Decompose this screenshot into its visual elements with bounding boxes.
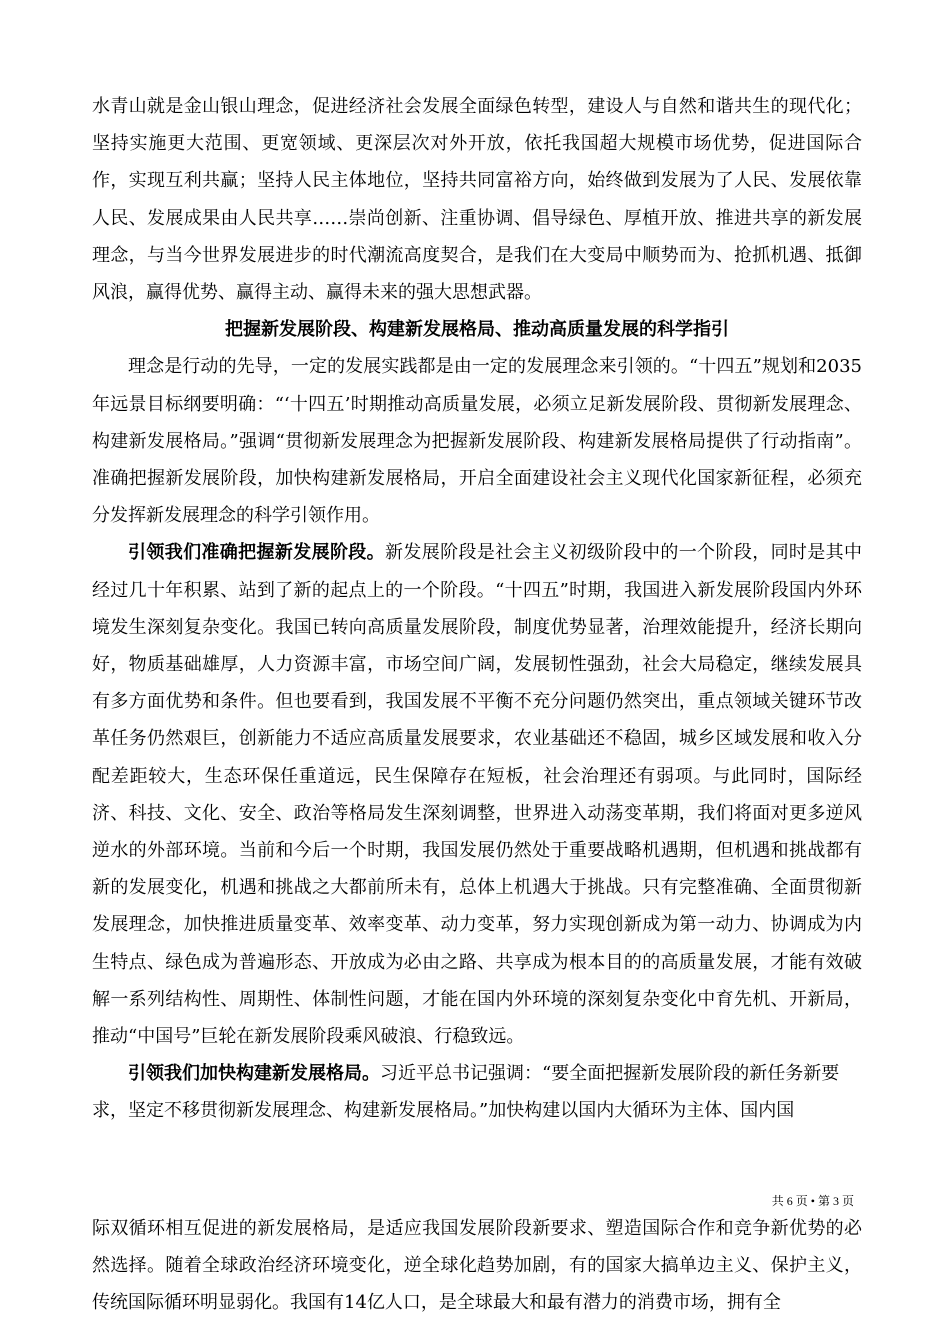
paragraph-concept-guidance: [92, 348, 862, 534]
paragraph-lead: 引领我们准确把握新发展阶段。: [128, 542, 386, 564]
paragraph-text: 理念是行动的先导，一定的发展实践都是由一定的发展理念来引领的。“十四五”规划和2035年远景目标纲要明确：“‘十四五’时期推动高质量发展，必须立足新发展阶段、贯彻新发展理念、构建新发展格局。”强调“贯彻新发展理念为把握新发展阶段、构建新发展格局提供了行动指南”。准确把握新发展阶段，加快构建新发展格局，开启全面建设社会主义现代化国家新征程，必须充分发挥新发展理念的科学引领作用。: [92, 356, 862, 527]
paragraph-dual-circulation: [92, 1210, 862, 1322]
paragraph-text: 习近平总书记强调：“要全面把握新发展阶段的新任务新要求，坚定不移贯彻新发展理念、构建新发展格局。”加快构建以国内大循环为主体、国内国: [92, 1063, 840, 1122]
page-4-body: [92, 1210, 862, 1322]
paragraph-green-development: [92, 88, 862, 311]
paragraph-text: 水青山就是金山银山理念，促进经济社会发展全面绿色转型，建设人与自然和谐共生的现代化；坚持实施更大范围、更宽领域、更深层次对外开放，依托我国超大规模市场优势，促进国际合作，实现互利共赢；坚持人民主体地位，坚持共同富裕方向，始终做到发展为了人民、发展依靠人民、发展成果由人民共享……崇尚创新、注重协调、倡导绿色、厚植开放、推进共享的新发展理念，与当今世界发展进步的时代潮流高度契合，是我们在大变局中顺势而为、抢抓机遇、抵御风浪，赢得优势、赢得主动、赢得未来的强大思想武器。: [92, 96, 862, 304]
paragraph-new-stage: [92, 534, 862, 1055]
page-footer: 共 6 页 • 第 3 页: [771, 1194, 854, 1208]
paragraph-text: 新发展阶段是社会主义初级阶段中的一个阶段，同时是其中经过几十年积累、站到了新的起点上的一个阶段。“十四五”时期，我国进入新发展阶段国内外环境发生深刻复杂变化。我国已转向高质量发展阶段，制度优势显著，治理效能提升，经济长期向好，物质基础雄厚，人力资源丰富，市场空间广阔，发展韧性强劲，社会大局稳定，继续发展具有多方面优势和条件。但也要看到，我国发展不平衡不充分问题仍然突出，重点领域关键环节改革任务仍然艰巨，创新能力不适应高质量发展要求，农业基础还不稳固，城乡区域发展和收入分配差距较大，生态环保任重道远，民生保障存在短板，社会治理还有弱项。与此同时，国际经济、科技、文化、安全、政治等格局发生深刻调整，世界进入动荡变革期，我们将面对更多逆风逆水的外部环境。当前和今后一个时期，我国发展仍然处于重要战略机遇期，但机遇和挑战都有新的发展变化，机遇和挑战之大都前所未有，总体上机遇大于挑战。只有完整准确、全面贯彻新发展理念，加快推进质量变革、效率变革、动力变革，努力实现创新成为第一动力、协调成为内生特点、绿色成为普遍形态、开放成为必由之路、共享成为根本目的的高质量发展，才能有效破解一系列结构性、周期性、体制性问题，才能在国内外环境的深刻复杂变化中育先机、开新局，推动“中国号”巨轮在新发展阶段乘风破浪、行稳致远。: [92, 542, 863, 1048]
paragraph-lead: 引领我们加快构建新发展格局。: [128, 1063, 380, 1085]
section-heading: 把握新发展阶段、构建新发展格局、推动高质量发展的科学指引: [225, 319, 729, 341]
paragraph-text: 际双循环相互促进的新发展格局，是适应我国发展阶段新要求、塑造国际合作和竞争新优势的必然选择。随着全球政治经济环境变化，逆全球化趋势加剧，有的国家大搞单边主义、保护主义，传统国际循环明显弱化。我国有14亿人口，是全球最大和最有潜力的消费市场，拥有全: [92, 1218, 862, 1314]
page-3-body: [92, 88, 862, 1130]
paragraph-new-pattern: [92, 1055, 862, 1129]
